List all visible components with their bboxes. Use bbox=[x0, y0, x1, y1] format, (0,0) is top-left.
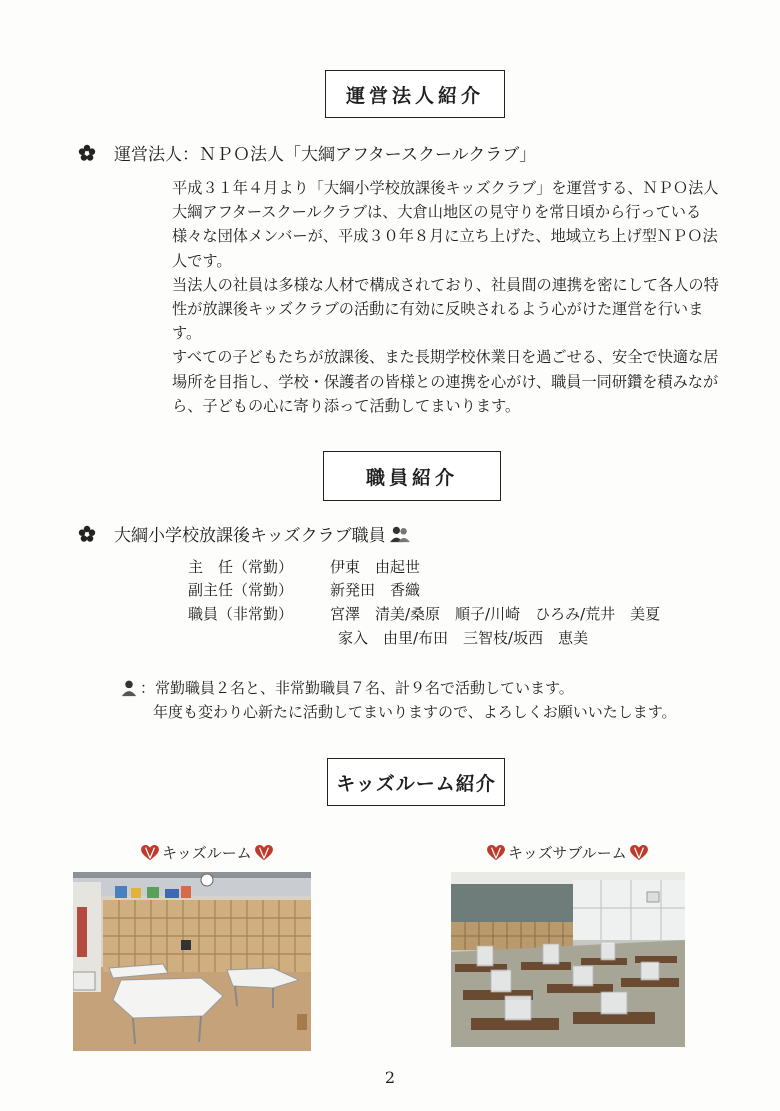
staff-title: 大綱小学校放課後キッズクラブ職員 bbox=[114, 526, 386, 546]
staff-names: 宮澤 清美/桑原 順子/川崎 ひろみ/荒井 美夏 bbox=[330, 605, 661, 623]
org-description bbox=[172, 176, 722, 418]
page-number: 2 bbox=[384, 1068, 396, 1087]
staff-people-icon bbox=[389, 525, 411, 543]
staff-role: 副主任（常勤） bbox=[188, 581, 294, 599]
staff-role: 主 任（常勤） bbox=[188, 558, 294, 576]
section-heading-text: キッズルーム紹介 bbox=[336, 772, 496, 795]
photo-caption-kids-sub-room bbox=[484, 842, 651, 863]
paragraph: すべての子どもたちが放課後、また長期学校休業日を過ごせる、安全で快適な居場所を目指し、学校・保護者の皆様との連携を心がけ、職員一同研鑽を積みながら、子どもの心に寄り添って活動してまいります。 bbox=[172, 348, 719, 415]
section-heading-text: 職員紹介 bbox=[365, 466, 458, 489]
org-name: 運営法人：ＮＰＯ法人「大綱アフタースクールクラブ」 bbox=[114, 145, 537, 165]
staff-title-line bbox=[78, 521, 411, 546]
staff-names: 新発田 香織 bbox=[330, 581, 421, 599]
section-heading-text: 運営法人紹介 bbox=[345, 84, 484, 107]
flower-bullet-icon bbox=[78, 144, 96, 162]
staff-names: 伊東 由起世 bbox=[330, 558, 421, 576]
caption-text: キッズルーム bbox=[162, 844, 252, 862]
org-line bbox=[78, 140, 536, 165]
staff-role: 職員（非常勤） bbox=[188, 605, 294, 623]
heart-icon bbox=[630, 845, 648, 861]
section-heading-staff bbox=[323, 451, 501, 501]
photo-caption-kids-room bbox=[138, 842, 276, 863]
caption-text: キッズサブルーム bbox=[508, 844, 627, 862]
heart-icon bbox=[487, 845, 505, 861]
staff-names: 家入 由里/布田 三智枝/坂西 恵美 bbox=[338, 629, 589, 647]
section-heading-organization bbox=[325, 70, 505, 118]
note-text: 年度も変わり心新たに活動してまいりますので、よろしくお願いいたします。 bbox=[153, 703, 677, 721]
note-text: ：常勤職員２名と、非常勤職員７名、計９名で活動しています。 bbox=[140, 679, 574, 697]
flower-bullet-icon bbox=[78, 525, 96, 543]
heart-icon bbox=[141, 845, 159, 861]
kids-room-photo bbox=[73, 872, 311, 1051]
staff-note bbox=[120, 676, 677, 724]
person-icon bbox=[120, 679, 138, 697]
note-line bbox=[120, 676, 677, 700]
section-heading-kidsroom bbox=[327, 758, 505, 806]
kids-sub-room-photo bbox=[451, 872, 685, 1047]
heart-icon bbox=[255, 845, 273, 861]
staff-list bbox=[188, 556, 708, 652]
paragraph: 平成３１年４月より「大綱小学校放課後キッズクラブ」を運営する、ＮＰＯ法人大綱アフタースクールクラブは、大倉山地区の見守りを常日頃から行っている様々な団体メンバーが、平成３０年８月に立ち上げた、地域立ち上げ型ＮＰＯ法人です。 bbox=[172, 179, 719, 270]
paragraph: 当法人の社員は多様な人材で構成されており、社員間の連携を密にして各人の特性が放課後キッズクラブの活動に有効に反映されるよう心がけた運営を行います。 bbox=[172, 275, 719, 343]
note-line bbox=[120, 700, 677, 724]
